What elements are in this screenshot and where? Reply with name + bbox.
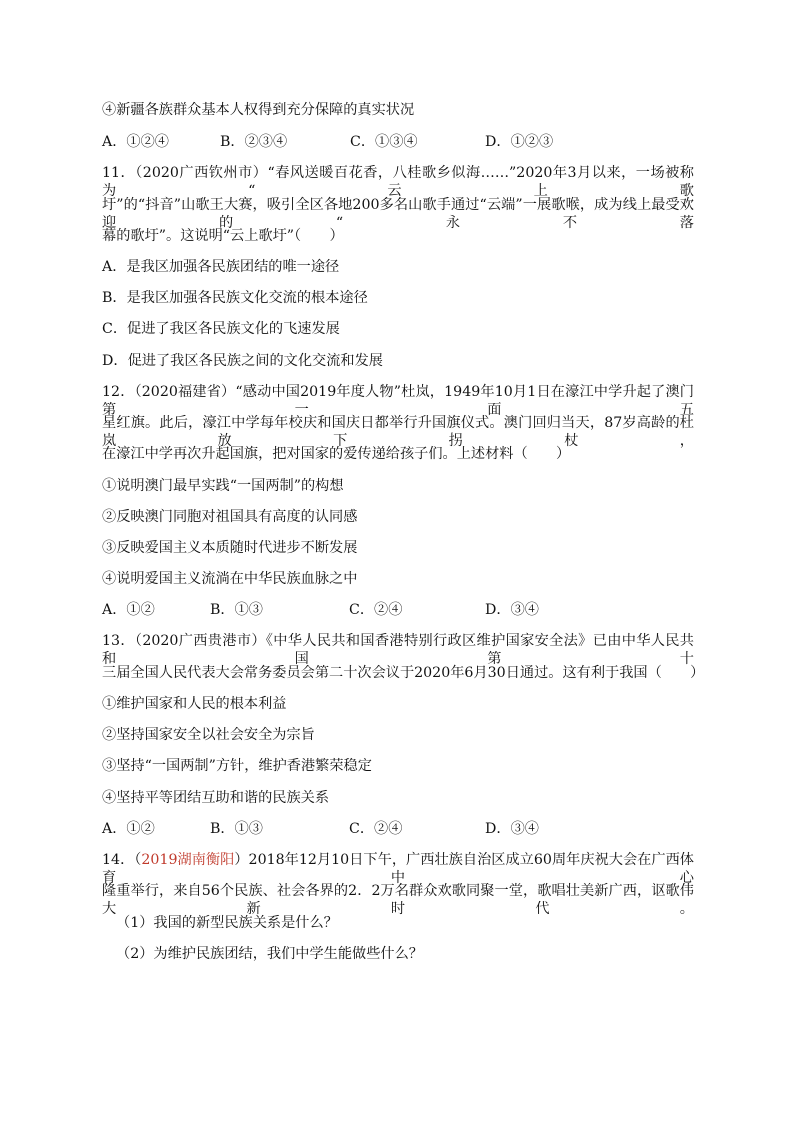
q11-choice-d: D．促进了我区各民族之间的文化交流和发展 <box>102 353 383 369</box>
q12-stem-line-3: 在濠江中学再次升起国旗，把对国家的爱传递给孩子们。上述材料（ ） <box>102 446 571 462</box>
q13-stem-line-1: 13．（2020广西贵港市）《中华人民共和国香港特别行政区维护国家安全法》已由中华人民共和国第十 <box>102 633 694 667</box>
q11-choice-c: C．促进了我区各民族文化的飞速发展 <box>102 321 340 337</box>
q12-option-b: B．①③ <box>210 602 263 618</box>
q10-option-c: C．①③④ <box>350 134 418 150</box>
q14-stem-line-2: 隆重举行，来自56个民族、社会各界的2．2万名群众欢歌同聚一堂，歌唱壮美新广西，讴歌伟大新时代。 <box>102 883 694 917</box>
q10-option-d: D．①②③ <box>485 134 554 150</box>
q11-stem-line-2: 圩”的“抖音”山歌王大赛，吸引全区各地200多名山歌手通过“云端”一展歌喉，成为线上最受欢迎的“永不落 <box>102 197 694 231</box>
q12-stem-line-1: 12．（2020福建省）“感动中国2019年度人物”杜岚，1949年10月1日在濠江中学升起了澳门第一面五 <box>102 384 694 418</box>
q13-stem-line-2: 三届全国人民代表大会常务委员会第二十次会议于2020年6月30日通过。这有利于我国（ ） <box>102 665 705 681</box>
q14-subquestion-1: （1）我国的新型民族关系是什么？ <box>116 915 338 931</box>
q13-item-4: ④坚持平等团结互助和谐的民族关系 <box>102 790 330 806</box>
q11-choice-a: A．是我区加强各民族团结的唯一途径 <box>102 259 340 275</box>
q13-item-3: ③坚持“一国两制”方针，维护香港繁荣稳定 <box>102 758 372 774</box>
q11-stem-line-3: 幕的歌圩”。这说明“云上歌圩”（ ） <box>102 228 344 244</box>
q12-item-1: ①说明澳门最早实践“一国两制”的构想 <box>102 478 344 494</box>
q10-option-a: A．①②④ <box>102 134 169 150</box>
q12-stem-line-2: 星红旗。此后，濠江中学每年校庆和国庆日都举行升国旗仪式。澳门回归当天，87岁高龄的杜岚放下拐杖， <box>102 415 694 449</box>
q12-item-3: ③反映爱国主义本质随时代进步不断发展 <box>102 540 358 556</box>
q13-option-c: C．②④ <box>349 821 403 837</box>
q11-stem-line-1: 11．（2020广西钦州市）“春风送暖百花香，八桂歌乡似海……”2020年3月以来，一场被称为“云上歌 <box>102 165 694 199</box>
q12-option-c: C．②④ <box>349 602 403 618</box>
q14-subquestion-2: （2）为维护民族团结，我们中学生能做些什么？ <box>116 946 423 962</box>
q13-option-a: A．①② <box>102 821 155 837</box>
q12-option-a: A．①② <box>102 602 155 618</box>
q12-item-2: ②反映澳门同胞对祖国具有高度的认同感 <box>102 509 358 525</box>
q13-option-b: B．①③ <box>210 821 263 837</box>
q11-choice-b: B．是我区加强各民族文化交流的根本途径 <box>102 290 368 306</box>
q13-option-d: D．③④ <box>485 821 539 837</box>
q10-option-b: B．②③④ <box>220 134 288 150</box>
q14-stem-rest: ）2018年12月10日下午，广西壮族自治区成立60周年庆祝大会在广西体育中心 <box>102 852 694 886</box>
q12-item-4: ④说明爱国主义流淌在中华民族血脉之中 <box>102 571 358 587</box>
q14-source: 2019湖南衡阳 <box>141 852 235 868</box>
q10-item-4: ④新疆各族群众基本人权得到充分保障的真实状况 <box>102 102 415 118</box>
q13-item-2: ②坚持国家安全以社会安全为宗旨 <box>102 727 315 743</box>
q13-item-1: ①维护国家和人民的根本利益 <box>102 696 287 712</box>
q12-option-d: D．③④ <box>485 602 539 618</box>
q14-number: 14．（ <box>102 852 142 868</box>
